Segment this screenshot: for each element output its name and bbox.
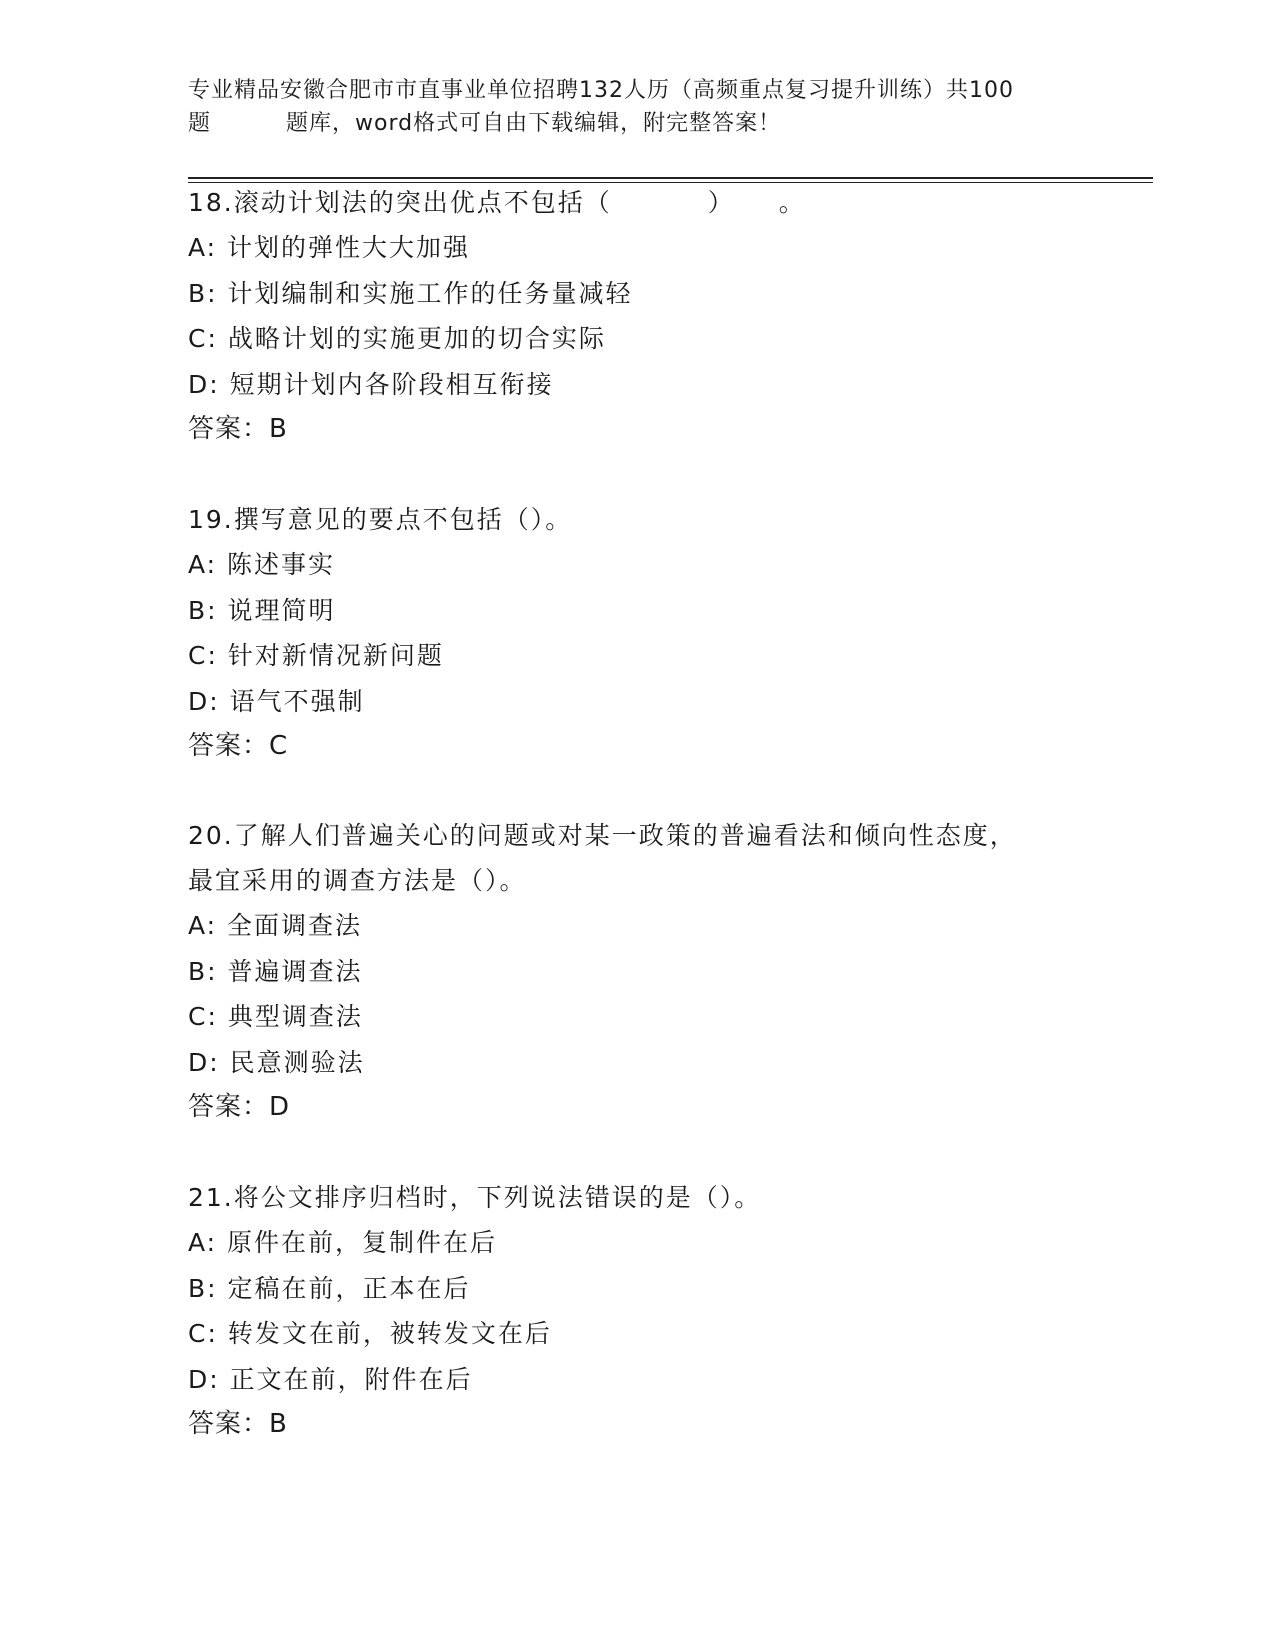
option-b: B: 定稿在前，正本在后: [188, 1273, 471, 1303]
answer-label: 答案：C: [188, 731, 289, 761]
header-line-2-text: 题库，word格式可自由下载编辑，附完整答案！: [286, 111, 782, 136]
header-line-2: [188, 107, 1088, 140]
question-stem: 19.撰写意见的要点不包括（）。: [188, 505, 573, 534]
question-21: [188, 1175, 1088, 1447]
question-18: [188, 180, 1088, 452]
option-d: D: 民意测验法: [188, 1047, 365, 1077]
option-c: C: 典型调查法: [188, 1002, 363, 1031]
option-d: D: 语气不强制: [188, 686, 365, 716]
question-stem-line-1: 20.了解人们普遍关心的问题或对某一政策的普遍看法和倾向性态度，: [188, 821, 1017, 850]
option-d: D: 正文在前，附件在后: [188, 1364, 473, 1394]
option-c: C: 战略计划的实施更加的切合实际: [188, 324, 606, 353]
question-stem-text: 18.滚动计划法的突出优点不包括（: [188, 188, 612, 217]
question-stem: 21.将公文排序归档时，下列说法错误的是（）。: [188, 1183, 762, 1212]
option-c: C: 针对新情况新问题: [188, 641, 444, 670]
answer-label: 答案：D: [188, 1092, 291, 1122]
option-b: B: 计划编制和实施工作的任务量减轻: [188, 278, 633, 308]
option-a: A: 全面调查法: [188, 911, 363, 940]
header-line-1: 专业精品安徽合肥市市直事业单位招聘132人历（高频重点复习提升训练）共100: [188, 78, 1014, 103]
question-stem-line-2: 最宜采用的调查方法是（）。: [188, 866, 527, 895]
option-b: B: 说理简明: [188, 595, 336, 625]
question-stem-end: 。: [778, 188, 806, 217]
option-c: C: 转发文在前，被转发文在后: [188, 1319, 552, 1348]
answer-label: 答案：B: [188, 414, 288, 444]
question-20: [188, 813, 1088, 1130]
question-stem: [188, 180, 1088, 225]
document-header: [188, 74, 1088, 140]
answer-label: 答案：B: [188, 1409, 288, 1439]
option-a: A: 原件在前，复制件在后: [188, 1228, 498, 1257]
option-a: A: 计划的弹性大大加强: [188, 233, 471, 262]
header-line-2-lead: 题: [188, 111, 212, 136]
option-a: A: 陈述事实: [188, 550, 336, 579]
question-stem-close: ）: [707, 188, 735, 217]
option-b: B: 普遍调查法: [188, 956, 363, 986]
question-19: [188, 497, 1088, 769]
option-d: D: 短期计划内各阶段相互衔接: [188, 369, 554, 399]
